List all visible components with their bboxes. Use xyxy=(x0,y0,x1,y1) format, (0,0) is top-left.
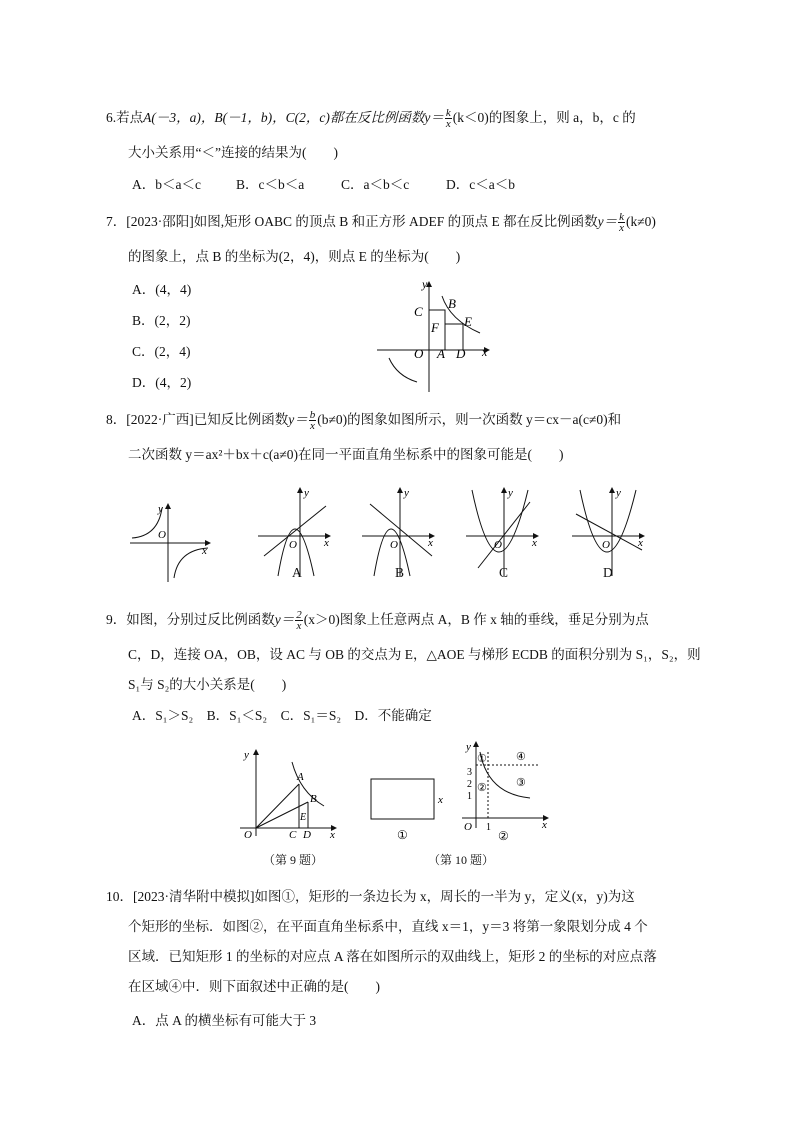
svg-text:x: x xyxy=(438,794,443,806)
svg-text:y: y xyxy=(404,487,409,499)
svg-text:x: x xyxy=(330,829,335,841)
q6-option-d: D．c＜a＜b xyxy=(446,177,515,192)
q6-line1: 6.若点A(－3，a)，B(－1，b)，C(2，c)都在反比例函数y＝ $\frac{k}{x}$ (k＜0)的图象上，则 a，b，c 的 xyxy=(106,107,636,131)
q8-line1: 8．[2022·广西]已知反比例函数y＝ $\frac{b}{x}$ (b≠0)的图象如图所示，则一次函数 y＝cx－a(c≠0)和 xyxy=(106,409,622,433)
q7-option-c: C．(2，4) xyxy=(132,344,191,359)
q7-option-a: A．(4，4) xyxy=(132,282,192,297)
q7-fraction: $\frac{k}{x}$ xyxy=(619,211,625,235)
svg-text:O: O xyxy=(289,539,297,551)
svg-text:D: D xyxy=(303,829,311,841)
svg-text:y: y xyxy=(508,487,513,499)
svg-text:③: ③ xyxy=(516,777,526,789)
svg-text:x: x xyxy=(428,537,433,549)
svg-text:y: y xyxy=(304,487,309,499)
q7-label-c: C xyxy=(414,304,423,319)
q7-option-b: B．(2，2) xyxy=(132,313,191,328)
q8-choice-a: A xyxy=(292,565,302,580)
q9-caption: （第 9 题） xyxy=(263,853,324,867)
svg-text:x: x xyxy=(542,819,547,831)
svg-text:O: O xyxy=(464,821,472,833)
svg-text:2: 2 xyxy=(467,779,472,790)
q9-options: A．S₁＞S₂ B．S₁＜S₂ C．S₁＝S₂ D．不能确定 xyxy=(132,708,432,723)
q7-line1: 7．[2023·邵阳]如图,矩形 OABC 的顶点 B 和正方形 ADEF 的顶点 E 都在反比例函数y＝ $\frac{k}{x}$ (k≠0) xyxy=(106,211,656,235)
svg-text:B: B xyxy=(310,793,317,805)
q9-line3: S₁与 S₂的大小关系是( ) xyxy=(128,677,287,692)
q10-line1: 10．[2023·清华附中模拟]如图①，矩形的一条边长为 x，周长的一半为 y，定义(x，y)为这 xyxy=(106,889,635,904)
svg-text:y: y xyxy=(244,749,249,761)
q7-label-x: x xyxy=(482,345,488,359)
q10-line2: 个矩形的坐标．如图②，在平面直角坐标系中，直线 x＝1，y＝3 将第一象限划分成 4 个 xyxy=(128,919,648,934)
q10-option-a: A．点 A 的横坐标有可能大于 3 xyxy=(132,1013,317,1028)
q8-given-x: x xyxy=(202,545,207,557)
q7-label-b: B xyxy=(448,296,456,311)
q10-caption: （第 10 题） xyxy=(428,853,495,867)
q6-option-a: A．b＜a＜c xyxy=(132,177,201,192)
q7-line2: 的图象上，点 B 的坐标为(2，4)，则点 E 的坐标为( ) xyxy=(128,249,461,264)
q7-label-o: O xyxy=(414,346,424,361)
svg-text:②: ② xyxy=(477,782,487,794)
svg-text:E: E xyxy=(300,812,307,823)
svg-text:①: ① xyxy=(397,828,408,842)
q10-figure-1 xyxy=(365,775,455,845)
q8-given-graph xyxy=(128,500,218,585)
q7-label-e: E xyxy=(464,314,472,329)
q6-option-c: C．a＜b＜c xyxy=(341,177,410,192)
svg-text:x: x xyxy=(324,537,329,549)
q8-given-y: y xyxy=(158,503,163,515)
svg-text:x: x xyxy=(532,537,537,549)
q8-choice-d: D xyxy=(603,565,613,580)
svg-text:y: y xyxy=(466,741,471,753)
svg-text:O: O xyxy=(390,539,398,551)
q7-label-d: D xyxy=(456,346,466,361)
q8-choice-b: B xyxy=(395,565,405,580)
q9-line2: C，D，连接 OA，OB，设 AC 与 OB 的交点为 E，△AOE 与梯形 ECDB 的面积分别为 S₁，S₂，则 xyxy=(128,647,701,662)
q7-option-d: D．(4，2) xyxy=(132,375,192,390)
svg-text:④: ④ xyxy=(516,751,526,763)
q7-curve-q3 xyxy=(389,358,417,382)
q10-line3: 区域．已知矩形 1 的坐标的对应点 A 落在如图所示的双曲线上，矩形 2 的坐标的对应点落 xyxy=(128,949,657,964)
q6-option-b: B．c＜b＜a xyxy=(236,177,305,192)
svg-text:①: ① xyxy=(477,753,487,765)
svg-text:O: O xyxy=(602,539,610,551)
q7-label-a: A xyxy=(437,346,445,361)
svg-text:A: A xyxy=(297,771,304,783)
q6-fraction: $\frac{k}{x}$ xyxy=(445,107,451,131)
svg-text:O: O xyxy=(244,829,252,841)
svg-text:x: x xyxy=(638,537,643,549)
svg-text:C: C xyxy=(289,829,297,841)
q10-rectangle xyxy=(371,779,434,819)
svg-text:O: O xyxy=(494,539,502,551)
q9-segment-oa xyxy=(256,784,299,828)
q10-line4: 在区域④中．则下面叙述中正确的是( ) xyxy=(128,979,380,994)
q9-curve xyxy=(292,762,324,806)
q7-label-f: F xyxy=(431,320,439,335)
q8-line2: 二次函数 y＝ax²＋bx＋c(a≠0)在同一平面直角坐标系中的图象可能是( ) xyxy=(128,447,564,462)
q7-figure xyxy=(372,278,502,393)
svg-text:y: y xyxy=(616,487,621,499)
svg-text:3: 3 xyxy=(467,767,472,778)
q8-choice-c: C xyxy=(499,565,509,580)
q9-fraction: $\frac{2}{x}$ xyxy=(296,609,302,633)
svg-text:1: 1 xyxy=(467,791,472,802)
q8-fraction: $\frac{b}{x}$ xyxy=(309,409,316,433)
svg-text:②: ② xyxy=(498,829,509,843)
svg-text:1: 1 xyxy=(486,822,491,833)
q9-line1: 9．如图，分别过反比例函数y＝ $\frac{2}{x}$ (x＞0)图象上任意两点 A，B 作 x 轴的垂线，垂足分别为点 xyxy=(106,609,649,633)
q6-line2: 大小关系用“＜”连接的结果为( ) xyxy=(128,145,338,160)
q8-given-o: O xyxy=(158,529,166,541)
q10-figure-2 xyxy=(458,738,558,843)
q9-figure xyxy=(236,744,341,839)
q7-label-y: y xyxy=(422,277,428,291)
